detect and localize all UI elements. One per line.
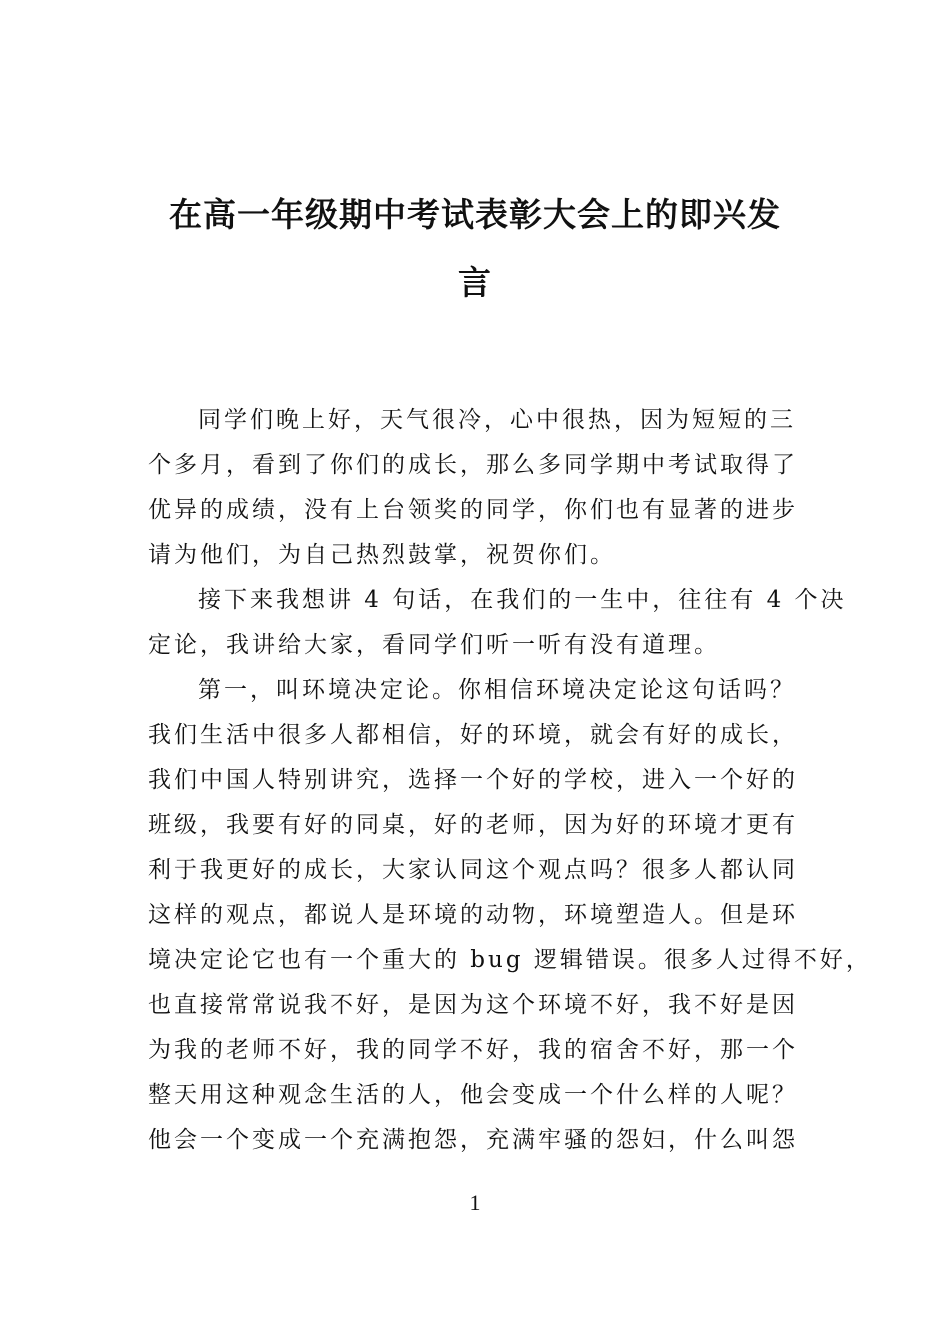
text-line: 境决定论它也有一个重大的 bug 逻辑错误。很多人过得不好，: [148, 947, 872, 973]
document-body: [148, 398, 872, 1163]
text-line: 接下来我想讲 4 句话，在我们的一生中，往往有 4 个决: [198, 587, 847, 613]
text-line: 利于我更好的成长，大家认同这个观点吗？很多人都认同: [148, 857, 798, 883]
text-line: 他会一个变成一个充满抱怨，充满牢骚的怨妇，什么叫怨: [148, 1127, 798, 1153]
text-line: 个多月，看到了你们的成长，那么多同学期中考试取得了: [148, 452, 798, 478]
page-number: 1: [469, 1190, 481, 1215]
paragraph-1: [148, 398, 808, 578]
paragraph-2: [148, 578, 847, 668]
title-line-1: 在高一年级期中考试表彰大会上的即兴发: [169, 195, 781, 234]
text-line: 请为他们，为自己热烈鼓掌，祝贺你们。: [148, 542, 616, 568]
text-line: 第一，叫环境决定论。你相信环境决定论这句话吗？: [198, 677, 796, 703]
text-line: 班级，我要有好的同桌，好的老师，因为好的环境才更有: [148, 812, 798, 838]
text-line: 整天用这种观念生活的人，他会变成一个什么样的人呢？: [148, 1082, 798, 1108]
title-line-2: 言: [458, 263, 492, 302]
paragraph-3: [148, 668, 872, 1163]
document-title: [148, 192, 802, 306]
text-line: 我们中国人特别讲究，选择一个好的学校，进入一个好的: [148, 767, 798, 793]
text-line: 优异的成绩，没有上台领奖的同学，你们也有显著的进步: [148, 497, 798, 523]
text-line: 同学们晚上好，天气很冷，心中很热，因为短短的三: [198, 407, 796, 433]
text-line: 这样的观点，都说人是环境的动物，环境塑造人。但是环: [148, 902, 798, 928]
text-line: 定论，我讲给大家，看同学们听一听有没有道理。: [148, 632, 720, 658]
text-line: 我们生活中很多人都相信，好的环境，就会有好的成长，: [148, 722, 798, 748]
text-line: 为我的老师不好，我的同学不好，我的宿舍不好，那一个: [148, 1037, 798, 1063]
text-line: 也直接常常说我不好，是因为这个环境不好，我不好是因: [148, 992, 798, 1018]
